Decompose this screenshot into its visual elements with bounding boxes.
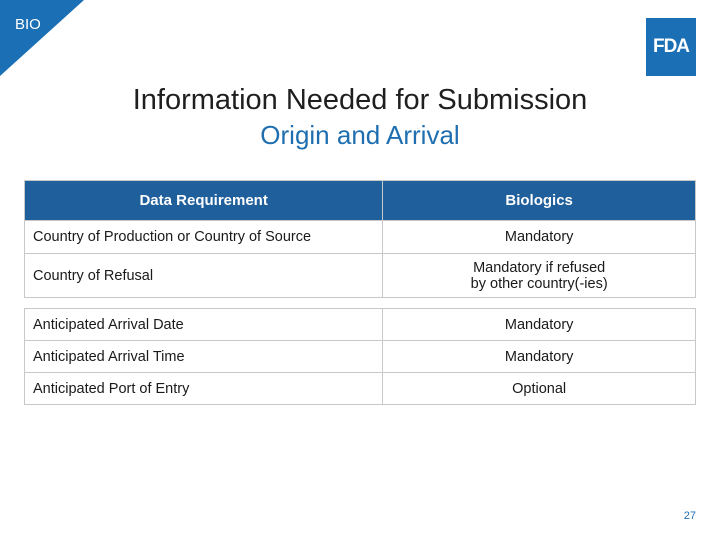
requirement-cell: Country of Production or Country of Source bbox=[25, 221, 383, 254]
table-spacer bbox=[25, 298, 696, 309]
table-row bbox=[25, 341, 696, 373]
bio-corner-banner bbox=[0, 0, 84, 76]
requirement-cell: Anticipated Arrival Date bbox=[25, 309, 383, 341]
corner-label: BIO bbox=[15, 16, 41, 33]
requirement-cell: Country of Refusal bbox=[25, 254, 383, 298]
biologics-cell-line: by other country(-ies) bbox=[470, 275, 608, 292]
page-number: 27 bbox=[683, 510, 696, 522]
biologics-cell bbox=[383, 254, 696, 298]
page-subtitle: Origin and Arrival bbox=[260, 120, 460, 150]
table-row bbox=[25, 254, 696, 298]
column-header-biologics: Biologics bbox=[383, 181, 696, 221]
biologics-cell-line: Mandatory if refused bbox=[473, 259, 606, 276]
table-row bbox=[25, 309, 696, 341]
requirement-cell: Anticipated Arrival Time bbox=[25, 341, 383, 373]
page-title: Information Needed for Submission bbox=[132, 84, 588, 116]
fda-logo-text: FDA bbox=[652, 36, 690, 57]
fda-logo bbox=[646, 18, 696, 76]
corner-triangle-icon bbox=[0, 0, 84, 76]
table-row bbox=[25, 221, 696, 254]
biologics-cell: Mandatory bbox=[383, 309, 696, 341]
biologics-cell: Mandatory bbox=[383, 221, 696, 254]
requirements-table bbox=[24, 180, 696, 405]
table-header-row bbox=[25, 181, 696, 221]
requirement-cell: Anticipated Port of Entry bbox=[25, 373, 383, 405]
column-header-requirement: Data Requirement bbox=[25, 181, 383, 221]
biologics-cell: Optional bbox=[383, 373, 696, 405]
biologics-cell: Mandatory bbox=[383, 341, 696, 373]
table-row bbox=[25, 373, 696, 405]
